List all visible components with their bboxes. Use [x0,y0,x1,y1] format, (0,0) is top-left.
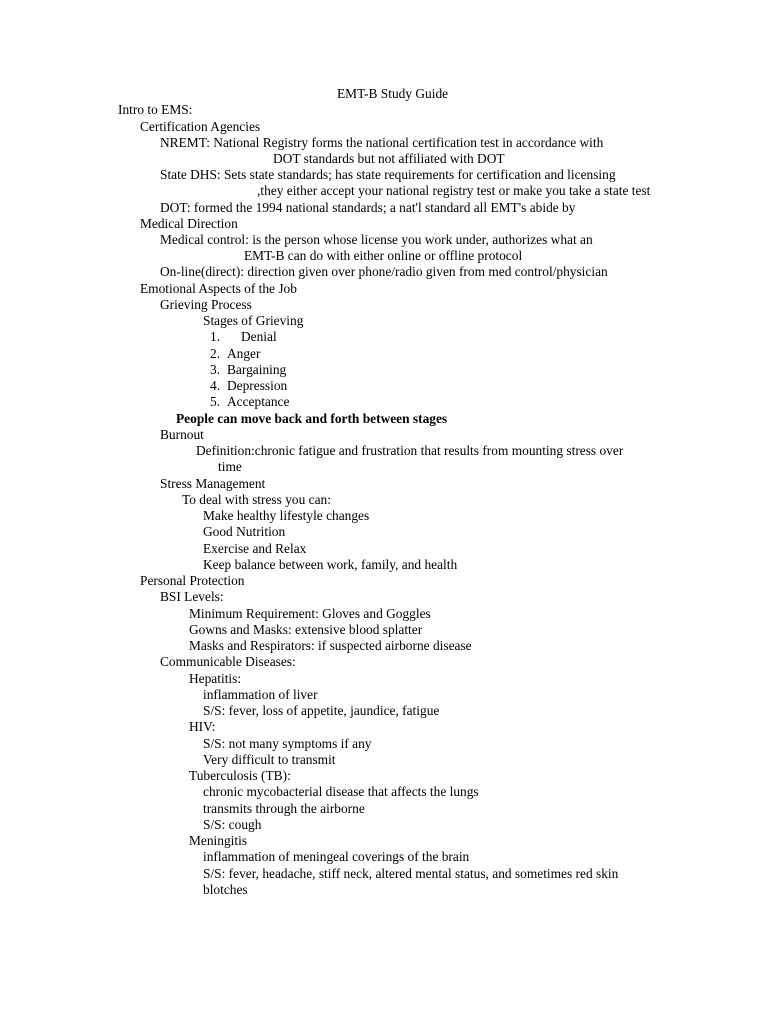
body-text: Masks and Respirators: if suspected airborne disease [189,638,472,653]
list-item-number: 5. [210,394,221,409]
subsection-heading: Emotional Aspects of the Job [140,281,297,296]
body-text: Minimum Requirement: Gloves and Goggles [189,606,431,621]
body-text: blotches [203,882,248,897]
list-item-number: 2. [210,346,221,361]
body-text: S/S: cough [203,817,262,832]
body-text: Meningitis [189,833,248,848]
subsection-heading: Certification Agencies [140,119,261,134]
body-text: Definition:chronic fatigue and frustration that results from mounting stress over [196,443,624,458]
list-item [210,362,286,378]
body-text: DOT: formed the 1994 national standards; a nat'l standard all EMT's abide by [160,200,576,215]
body-text: On-line(direct): direction given over phone/radio given from med control/physician [160,264,608,279]
body-text: transmits through the airborne [203,801,365,816]
list-item-label: Acceptance [227,394,290,409]
list-item-label: Depression [227,378,288,393]
list-item-label: Denial [241,329,277,344]
body-text: Tuberculosis (TB): [189,768,291,783]
body-text: EMT-B can do with either online or offline protocol [244,248,523,263]
body-text: inflammation of liver [203,687,318,702]
body-text: S/S: fever, loss of appetite, jaundice, fatigue [203,703,440,718]
list-item [210,394,289,410]
subsection-heading: Medical Direction [140,216,238,231]
body-text: DOT standards but not affiliated with DOT [273,151,505,166]
body-text: Hepatitis: [189,671,242,686]
body-text: State DHS: Sets state standards; has state requirements for certification and licensing [160,167,616,182]
body-text: chronic mycobacterial disease that affects the lungs [203,784,479,799]
body-text: NREMT: National Registry forms the national certification test in accordance with [160,135,604,150]
list-item-label: Anger [227,346,261,361]
list-item-number: 1. [210,329,221,344]
body-text: Good Nutrition [203,524,286,539]
body-text: To deal with stress you can: [182,492,331,507]
list-item [210,346,260,362]
body-text: Very difficult to transmit [203,752,336,767]
body-text: Medical control: is the person whose license you work under, authorizes what an [160,232,593,247]
list-item-number: 3. [210,362,221,377]
body-text: inflammation of meningeal coverings of the brain [203,849,470,864]
body-text: Communicable Diseases: [160,654,296,669]
emphasis-note: People can move back and forth between stages [176,411,448,426]
body-text: S/S: not many symptoms if any [203,736,372,751]
list-item-number: 4. [210,378,221,393]
body-text: Grieving Process [160,297,252,312]
body-text: Stress Management [160,476,266,491]
subsection-heading: Personal Protection [140,573,245,588]
body-text: BSI Levels: [160,589,224,604]
list-item [210,329,277,345]
document-title: EMT-B Study Guide [337,86,449,101]
list-item-label: Bargaining [227,362,287,377]
body-text: Gowns and Masks: extensive blood splatter [189,622,423,637]
body-text: S/S: fever, headache, stiff neck, altered mental status, and sometimes red skin [203,866,619,881]
section-heading: Intro to EMS: [118,102,193,117]
body-text: Burnout [160,427,204,442]
body-text: Make healthy lifestyle changes [203,508,370,523]
body-text: Keep balance between work, family, and health [203,557,458,572]
body-text: Exercise and Relax [203,541,307,556]
body-text: Stages of Grieving [203,313,304,328]
body-text: HIV: [189,719,216,734]
list-item [210,378,287,394]
body-text: time [218,459,242,474]
body-text: ,they either accept your national registry test or make you take a state test [257,183,651,198]
